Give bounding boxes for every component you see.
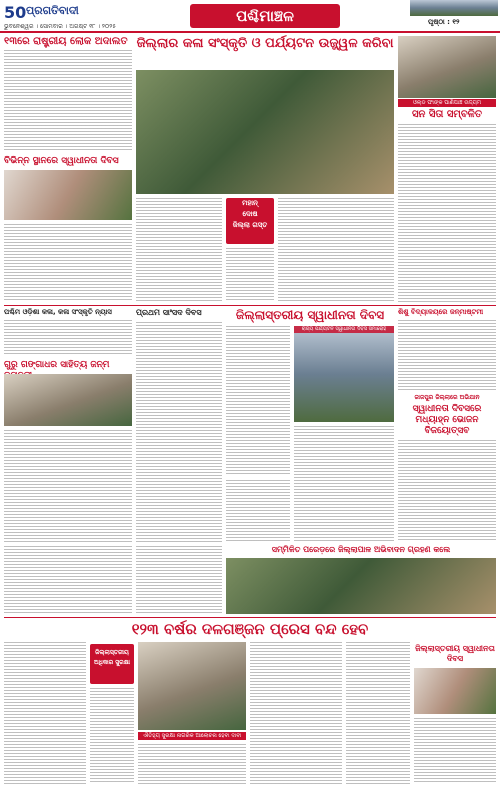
badge-line2: ଦୋଷ — [242, 210, 258, 218]
bottom-banner-headline: ୧୨୩ ବର୍ଷର ଦଳଗଞ୍ଜନ ପ୍ରେସ ବନ୍ଦ ହେବ — [131, 620, 369, 638]
shishu-headline: ଶିଶୁ ବିଦ୍ୟାଳୟରେ ଜନ୍ମାଷ୍ଟମୀ — [398, 308, 484, 316]
bottom-caption: ଐତିହ୍ୟ ସୁରକ୍ଷା ନାଗରିକ ଆଲୋଚନା ହେବା ଦାବୀ — [138, 732, 246, 740]
headline-lok-adalat: ୧୩ରେ ରାଷ୍ଟ୍ରୀୟ ଲୋକ ଅଦାଲତ — [4, 36, 128, 47]
article-text — [90, 688, 134, 784]
article-text — [278, 198, 394, 302]
section-title: ପଶ୍ଚିମାଞ୍ଚଳ — [190, 4, 340, 28]
bottom-left-tag: ଜିଲ୍ଲାସ୍ତରୀୟ ଅଧିକାର ସୁରକ୍ଷା — [90, 644, 134, 684]
right-kicker: ଓଲ୍ଡ ଫାଙ୍କ ପାଣିପାଞ୍ଚ ଉଦ୍ଦ୍ୟମ — [398, 99, 496, 107]
article-text — [4, 430, 132, 542]
badge-line3: ଜିଲ୍ଲା ଗସ୍ତ — [232, 221, 268, 229]
article-text — [226, 326, 290, 476]
right-mid-headline: ସ୍ୱାଧୀନତା ଦିବସରେ ମଧ୍ୟାହ୍ନ ଭୋଜନ ବିଜୟୋତ୍ସବ — [412, 404, 482, 436]
main-headline: ଜିଲ୍ଲାର କଳା ସଂସ୍କୃତି ଓ ପର୍ଯ୍ୟଟନ ଉଜ୍ଜ୍ୱଳ କରିବା — [136, 36, 394, 51]
bottom-right-headline: ଜିଲ୍ଲାସ୍ତରୀୟ ସ୍ୱାଧୀନତା ଦିବସ — [415, 644, 495, 663]
article-text — [4, 642, 86, 784]
left-strip-headline: ପଶ୍ଚିମ ଓଡ଼ିଶା କଳା, କଳା ସଂସ୍କୃତି ନ୍ୟାସ — [4, 308, 112, 316]
masthead-ad — [410, 0, 498, 16]
left-mid-photo — [4, 170, 132, 220]
badge-line1: ମହାନ୍ — [242, 199, 258, 207]
article-text — [398, 320, 496, 390]
article-text — [398, 124, 496, 302]
article-text — [226, 248, 274, 302]
photo-banner: ରାଜ୍ୟ ପର୍ଯ୍ୟଟନ ସ୍ୱାଧୀନତା ଦିବସ ସମାରୋହ — [294, 326, 394, 333]
logo: 50 — [4, 3, 27, 22]
left-top-headline — [4, 36, 132, 48]
article-text — [136, 198, 222, 302]
small-center-headline: ପ୍ରଥମ ସାଂସଦ ଦିବସ — [136, 308, 202, 317]
brand-name: ପ୍ରଗତିବାଦୀ — [26, 4, 79, 17]
right-band-headline: ସମ୍ମିଳିତ ପରେଡ଼ରେ ଜିଲ୍ଲାପାଳ ଅଭିବାଦନ ଗ୍ରହଣ କଲେ — [271, 545, 451, 554]
bottom-right-photo — [414, 668, 496, 714]
left-lower-photo — [4, 374, 132, 426]
article-text — [226, 480, 290, 542]
masthead — [0, 0, 500, 33]
right-top-photo — [398, 36, 496, 98]
article-text — [4, 320, 132, 356]
article-text — [4, 50, 132, 152]
center-photo — [294, 326, 394, 422]
article-text — [4, 224, 132, 302]
bottom-photo — [138, 642, 246, 730]
right-mid-kicker: ଜାଜପୁର ଜିଲ୍ଲାରେ ଅଭିଯାନ — [414, 394, 480, 401]
article-text — [294, 426, 394, 542]
article-text — [136, 322, 222, 542]
main-photo — [136, 70, 394, 194]
article-text — [398, 440, 496, 542]
left-mid-headline: ବିଭିନ୍ନ ସ୍ଥାନରେ ସ୍ୱାଧୀନତା ଦିବସ — [4, 156, 119, 166]
article-text — [346, 642, 410, 784]
article-text — [250, 642, 342, 784]
divider — [4, 617, 496, 618]
article-text — [136, 546, 222, 614]
date-line: ଭୁବନେଶ୍ୱର । ସୋମବାର । ଅଗଷ୍ଟ ୧୮ । ୨୦୨୫ — [4, 23, 116, 30]
divider — [4, 305, 496, 306]
article-text — [138, 744, 246, 784]
right-top-headline: ସନ ସିତା ସମ୍ବଳିତ — [411, 109, 482, 120]
red-badge — [226, 198, 274, 244]
article-text — [4, 546, 132, 614]
page-label: ପୃଷ୍ଠା : ୧୨ — [428, 18, 460, 26]
center-headline: ଜିଲ୍ଲାସ୍ତରୀୟ ସ୍ୱାଧୀନତା ଦିବସ — [235, 308, 385, 322]
left-lower-headline: ଗୁରୁ ଗଙ୍ଗାଧର ସାହିତ୍ୟ ଜନ୍ମ — [4, 360, 110, 370]
article-text — [414, 718, 496, 784]
parade-photo — [226, 558, 496, 614]
